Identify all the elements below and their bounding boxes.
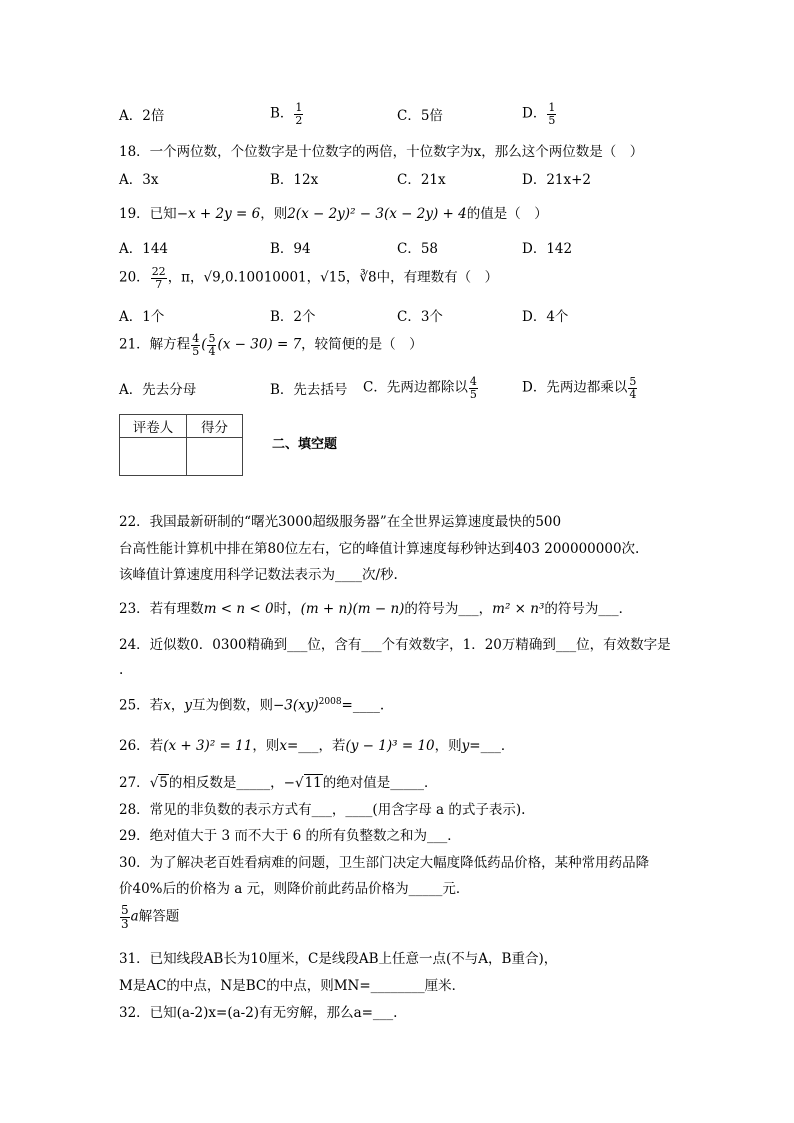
- question-24: 24．近似数0．0300精确到___位，含有___个有效数字，1．20万精确到___位，有效数字是: [119, 637, 671, 653]
- question-31-line-1: 31．已知线段AB长为10厘米，C是线段AB上任意一点(不与A，B重合)，: [119, 951, 558, 967]
- question-30-line-2: 价40%后的价格为 a 元，则降价前此药品价格为_____元．: [119, 881, 470, 897]
- fraction: $\frac{1}{5}$: [548, 101, 556, 127]
- q17-option-a: A．2倍: [119, 108, 165, 124]
- q19-option-c: C．58: [397, 241, 439, 257]
- question-23: 23．若有理数m < n < 0时，(m + n)(m − n)的符号为___，m² × n³的符号为___．: [119, 601, 633, 617]
- fraction: $\frac{5}{4}$: [629, 375, 637, 401]
- fraction: $\frac{5}{3}$: [121, 903, 129, 931]
- question-19: 19．已知−x + 2y = 6，则2(x − 2y)² − 3(x − 2y) + 4的值是（ ）: [119, 206, 548, 222]
- q18-option-a: A．3x: [119, 172, 159, 188]
- score-cell: [187, 438, 243, 476]
- q19-option-d: D．142: [522, 241, 573, 257]
- q20-option-b: B．2个: [270, 309, 316, 325]
- question-32: 32．已知(a-2)x=(a-2)有无穷解，那么a=___.: [119, 1005, 398, 1021]
- question-20: 20． $\frac{22}{7}$ ，π，√9,0.10010001，√15，∛8中，有理数有（ ）: [119, 265, 499, 291]
- q20-option-d: D．4个: [522, 309, 569, 325]
- q18-option-d: D．21x+2: [522, 172, 592, 188]
- question-31-line-2: M是AC的中点，N是BC的中点，则MN=________厘米．: [119, 978, 466, 994]
- question-22-line-1: 22．我国最新研制的“曙光3000超级服务器”在全世界运算速度最快的500: [119, 514, 562, 530]
- fraction: $\frac{4}{5}$: [192, 332, 200, 358]
- q17-option-c: C．5倍: [397, 108, 443, 124]
- fraction: $\frac{1}{2}$: [295, 101, 303, 127]
- question-24-line-2: .: [119, 662, 124, 678]
- q20-option-a: A．1个: [119, 309, 165, 325]
- question-30-line-1: 30．为了解决老百姓看病难的问题，卫生部门决定大幅度降低药品价格，某种常用药品降: [119, 855, 650, 871]
- question-28: 28．常见的非负数的表示方式有___，____(用含字母 a 的式子表示).: [119, 802, 526, 818]
- q19-option-a: A．144: [119, 241, 169, 257]
- question-21: 21．解方程 $\frac{4}{5}$ ( $\frac{5}{4}$ (x − 30) = 7，较简便的是（ ）: [119, 332, 423, 358]
- grader-cell: [120, 438, 187, 476]
- q19-option-b: B．94: [270, 241, 311, 257]
- q17-option-b: B． $\frac{1}{2}$: [270, 101, 303, 127]
- question-27: 27．√5的相反数是_____，−√11的绝对值是_____．: [119, 775, 438, 791]
- q20-option-c: C．3个: [397, 309, 443, 325]
- q18-option-b: B．12x: [270, 172, 319, 188]
- q21-option-c: C．先两边都除以 $\frac{4}{5}$: [363, 375, 477, 401]
- grader-header: 评卷人: [120, 415, 187, 438]
- grading-table: [119, 414, 243, 476]
- q18-option-c: C．21x: [397, 172, 446, 188]
- question-22-line-2: 台高性能计算机中排在第80位左右，它的峰值计算速度每秒钟达到403 200000000次.: [119, 541, 640, 557]
- q17-option-d: D． $\frac{1}{5}$: [522, 101, 556, 127]
- score-header: 得分: [187, 415, 243, 438]
- question-18: 18．一个两位数，个位数字是十位数字的两倍，十位数字为x，那么这个两位数是（ ）: [119, 144, 644, 160]
- question-26: 26．若(x + 3)² = 11，则x=___，若(y − 1)³ = 10，则y=___．: [119, 738, 515, 754]
- question-25: 25．若x，y互为倒数，则−3(xy)$^{2008}$=____.: [119, 697, 385, 714]
- fraction: $\frac{5}{4}$: [208, 332, 216, 358]
- q21-option-a: A．先去分母: [119, 382, 197, 398]
- fraction: $\frac{4}{5}$: [469, 375, 477, 401]
- question-22-line-3: 该峰值计算速度用科学记数法表示为____次/秒.: [119, 567, 398, 583]
- q21-option-d: D．先两边都乘以 $\frac{5}{4}$: [522, 375, 637, 401]
- fraction: $\frac{22}{7}$: [151, 265, 166, 291]
- section-title-answer: $\frac{5}{3}$ a解答题: [121, 903, 180, 931]
- q21-option-b: B．先去括号: [270, 382, 348, 398]
- section-title-fill-in: 二、填空题: [272, 437, 338, 452]
- question-29: 29．绝对值大于 3 而不大于 6 的所有负整数之和为___．: [119, 828, 461, 844]
